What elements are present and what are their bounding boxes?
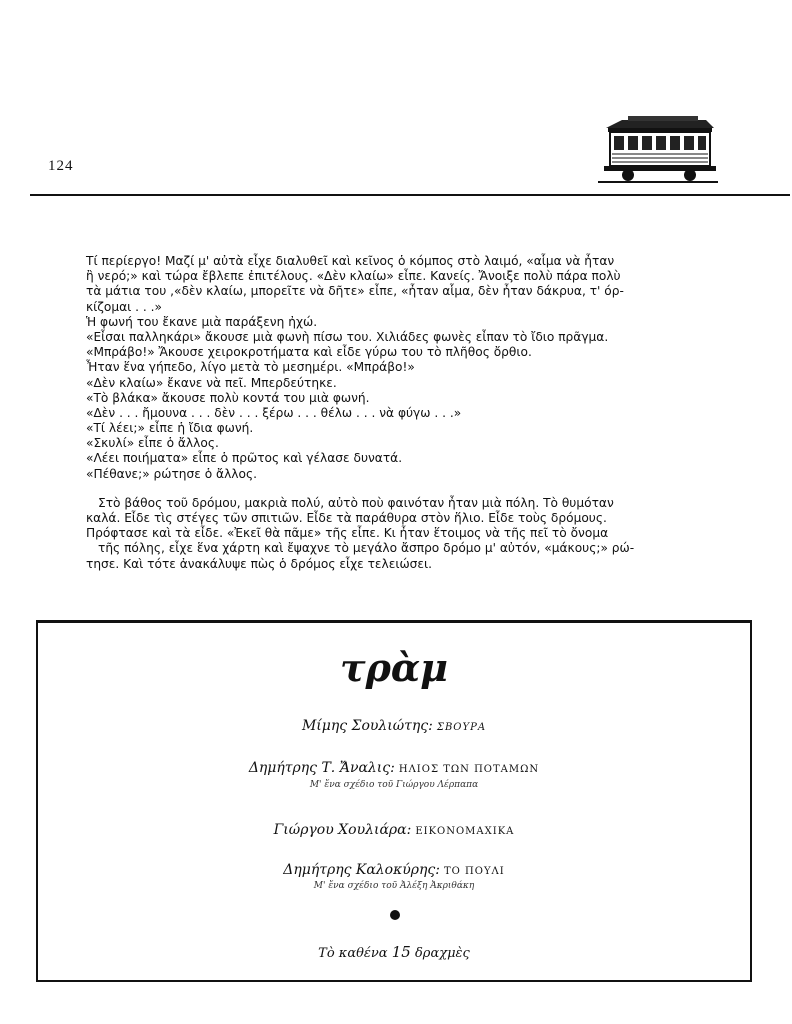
text-line: τῆς πόλης, εἶχε ἕνα χάρτη καὶ ἔψαχνε τὸ μεγάλο ἄσπρο δρόμο μ' αὐτόν, «μάκους;» ρώ- xyxy=(98,541,635,556)
text-line: «Δὲν κλαίω» ἔκανε νὰ πεῖ. Μπερδεύτηκε. xyxy=(86,375,337,390)
ad-entry xyxy=(38,859,750,878)
price-suffix: δραχμὲς xyxy=(414,946,470,961)
price-prefix: Τὸ καθένα xyxy=(318,946,388,961)
text-line: Πρόφτασε καὶ τὰ εἶδε. «Ἐκεῖ θὰ πᾶμε» τῆς εἶπε. Κι ἦταν ἕτοιμος νὰ τῆς πεῖ τὸ ὄνομα xyxy=(86,526,609,541)
text-line: «Τί λέει;» εἶπε ἡ ἴδια φωνή. xyxy=(86,421,254,436)
price-number: 15 xyxy=(391,943,411,961)
text-line: τησε. Καὶ τότε ἀνακάλυψε πὼς ὁ δρόμος εἶχε τελειώσει. xyxy=(86,556,432,571)
text-line: «Σκυλί» εἶπε ὁ ἄλλος. xyxy=(86,436,219,451)
entry-author: Δημήτρης Τ. Ἄναλις: xyxy=(248,760,395,776)
text-line: Ἡ φωνή του ἔκανε μιὰ παράξενη ἠχώ. xyxy=(86,314,318,329)
entry-work: ΕΙΚΟΝΟΜΑΧΙΚΑ xyxy=(415,826,515,837)
header-rule xyxy=(30,194,790,196)
entry-author: Μίμης Σουλιώτης: xyxy=(301,718,433,734)
ad-entry xyxy=(38,819,750,838)
tram-illustration xyxy=(598,114,718,184)
text-line: «Λέει ποιήματα» εἶπε ὁ πρῶτος καὶ γέλασε δυνατά. xyxy=(86,451,403,466)
text-line: κίζομαι . . .» xyxy=(86,299,163,314)
text-line: «Μπράβο!» Ἄκουσε χειροκροτήματα καὶ εἶδε γύρω του τὸ πλῆθος ὄρθιο. xyxy=(86,345,532,360)
entry-author: Δημήτρης Καλοκύρης: xyxy=(283,862,440,878)
text-line: «Εἶσαι παλληκάρι» ἄκουσε μιὰ φωνὴ πίσω του. Χιλιάδες φωνὲς εἶπαν τὸ ἴδιο πρᾶγμα. xyxy=(86,329,609,344)
story-text xyxy=(86,254,716,572)
text-line: Ἦταν ἕνα γήπεδο, λίγο μετὰ τὸ μεσημέρι. «Μπράβο!» xyxy=(86,360,415,375)
entry-work: ΗΛΙΟΣ ΤΩΝ ΠΟΤΑΜΩΝ xyxy=(398,764,540,775)
tram-advertisement xyxy=(36,620,752,982)
entry-credit: Μ' ἕνα σχέδιο τοῦ Ἀλέξη Ἀκριθάκη xyxy=(313,881,475,891)
text-line: Στὸ βάθος τοῦ δρόμου, μακριὰ πολύ, αὐτὸ ποὺ φαινόταν ἦταν μιὰ πόλη. Τὸ θυμόταν xyxy=(98,495,614,510)
entry-credit: Μ' ἕνα σχέδιο τοῦ Γιώργου Λέρπαπα xyxy=(309,780,479,790)
entry-work: ΣΒΟΥΡΑ xyxy=(436,722,487,733)
text-line: «Δὲν . . . ἤμουνα . . . δὲν . . . ξέρω . . . θέλω . . . νὰ φύγω . . .» xyxy=(86,405,462,420)
ad-entry xyxy=(38,757,750,776)
text-line: καλά. Εἶδε τὶς στέγες τῶν σπιτιῶν. Εἶδε τὰ παράθυρα στὸν ἥλιο. Εἶδε τοὺς δρόμους. xyxy=(86,511,607,525)
price-line xyxy=(38,943,750,961)
text-line: ἢ νερό;» καὶ τώρα ἔβλεπε ἐπιτέλους. «Δὲν κλαίω» εἶπε. Κανείς. Ἄνοιξε πολὺ πάρα πολὺ xyxy=(86,269,621,284)
text-line: «Τὸ βλάκα» ἄκουσε πολὺ κοντά του μιὰ φωνή. xyxy=(86,390,370,405)
text-line: Τί περίεργο! Μαζί μ' αὐτὰ εἶχε διαλυθεῖ καὶ κεῖνος ὁ κόμπος στὸ λαιμό, «αἷμα νὰ ἦταν xyxy=(86,254,615,268)
page-number: 124 xyxy=(48,158,74,174)
ad-entry xyxy=(38,715,750,734)
ad-title: τρὰμ xyxy=(340,645,448,690)
entry-work: ΤΟ ΠΟΥΛΙ xyxy=(443,866,505,877)
text-line: τὰ μάτια του ,«δὲν κλαίω, μπορεῖτε νὰ δῆτε» εἶπε, «ἦταν αἷμα, δὲν ἦταν δάκρυα, τ' όρ- xyxy=(86,284,624,299)
entry-author: Γιώργου Χουλιάρα: xyxy=(273,822,412,838)
bullet-dot xyxy=(390,910,400,920)
text-line: «Πέθανε;» ρώτησε ὁ ἄλλος. xyxy=(86,466,257,481)
